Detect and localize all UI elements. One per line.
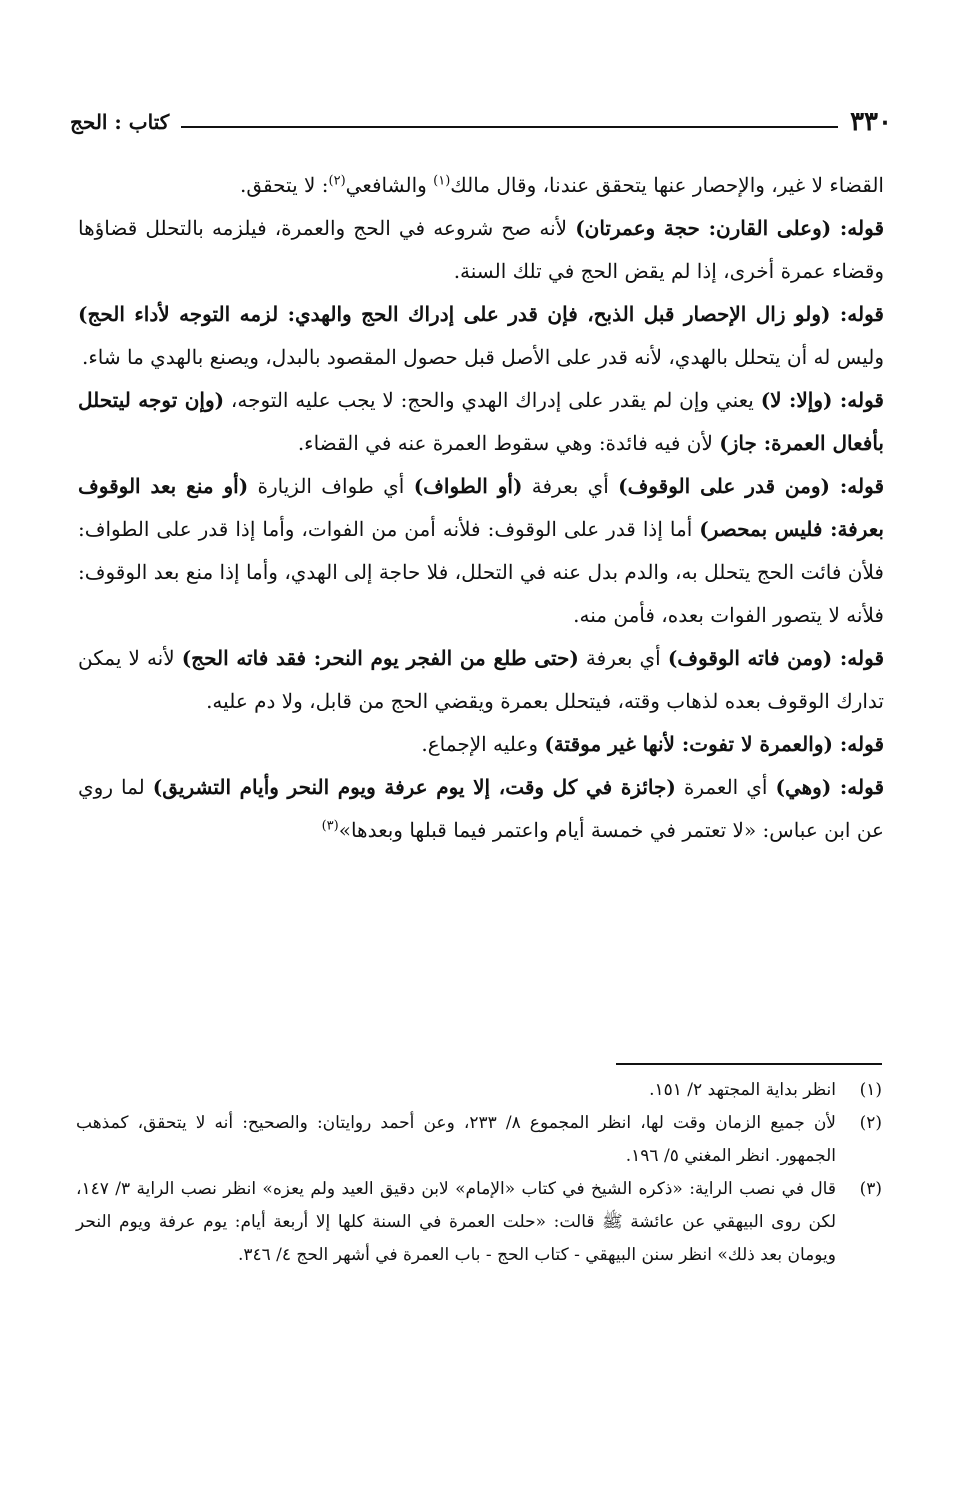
- footnote-number: (١): [859, 1080, 882, 1100]
- paragraph-text: أي العمرة: [675, 775, 776, 799]
- quoted-matn: (جائزة في كل وقت، إلا يوم عرفة ويوم النحر وأيام التشريق): [152, 775, 676, 799]
- paragraph: [78, 723, 884, 766]
- paragraph-text: أي بعرفة: [578, 646, 668, 670]
- paragraph-text: أي طواف الزيارة: [248, 474, 414, 498]
- quoted-matn: (حتى طلع من الفجر يوم النحر: فقد فاته الحج): [181, 646, 579, 670]
- paragraph-text: وعليه الإجماع.: [421, 732, 545, 756]
- quoted-matn: قوله: (وإلا: لا): [760, 388, 884, 412]
- paragraph-text: : لا يتحقق.: [239, 173, 329, 197]
- paragraph-text: لأنه صح شروعه في الحج والعمرة، فيلزمه بالتحلل قضاؤها وقضاء عمرة أخرى، إذا لم يقض الحج في تلك السنة.: [78, 216, 884, 283]
- running-title: كتاب : الحج: [70, 110, 170, 134]
- footnote-number: (٢): [859, 1113, 882, 1133]
- page-number: ٣٣٠: [850, 107, 892, 137]
- quoted-matn: قوله: (ومن فاته الوقوف): [667, 646, 885, 670]
- quoted-matn: قوله: (وهي): [775, 775, 885, 799]
- footnote: [76, 1074, 882, 1107]
- header-rule: [181, 126, 838, 128]
- footnote: [76, 1173, 882, 1272]
- quoted-matn: قوله: (ومن قدر على الوقوف): [618, 474, 885, 498]
- paragraph: [78, 293, 884, 379]
- quoted-matn: (أو منع بعد الوقوف بعرفة: فليس بمحصر): [78, 474, 884, 541]
- paragraph-text: أي بعرفة: [522, 474, 619, 498]
- paragraph: [78, 379, 884, 465]
- footnote-text: قال في نصب الراية: «ذكره الشيخ في كتاب «الإمام» لابن دقيق العيد ولم يعزه» انظر نصب الراية ٣/ ١٤٧، لكن روى البيهقي عن عائشة ﷺ قالت: «حلت العمرة في السنة كلها إلا أربعة أيام: يوم عرفة ويوم النحر ويومان بعد ذلك» انظر سنن البيهقي - كتاب الحج - باب العمرة في أشهر الحج ٤/ ٣٤٦.: [76, 1179, 836, 1265]
- footnote: [76, 1107, 882, 1173]
- paragraph: [78, 207, 884, 293]
- paragraph-text: لما روي عن ابن عباس: «لا تعتمر في خمسة أيام واعتمر فيما قبلها وبعدها»: [78, 775, 884, 842]
- page-header: [70, 104, 892, 140]
- footnote-number: (٣): [859, 1179, 882, 1199]
- footnote-ref: (١): [433, 173, 451, 189]
- paragraph-text: والشافعي: [345, 173, 434, 197]
- footnote-ref: (٣): [321, 818, 339, 834]
- footnotes: [76, 1074, 882, 1272]
- paragraph: [78, 637, 884, 723]
- paragraph-text: لأن فيه فائدة: وهي سقوط العمرة عنه في القضاء.: [297, 431, 720, 455]
- paragraph: [78, 164, 884, 207]
- footnote-ref: (٢): [328, 173, 346, 189]
- footnote-text: انظر بداية المجتهد ٢/ ١٥١.: [649, 1080, 836, 1100]
- quoted-matn: قوله: (ولو زال الإحصار قبل الذبح، فإن قدر على إدراك الحج والهدي: لزمه التوجه لأداء الحج): [78, 302, 884, 326]
- footnote-text: لأن جميع الزمان وقت لها، انظر المجموع ٨/ ٢٣٣، وعن أحمد روايتان: والصحيح: أنه لا يتحقق، كمذهب الجمهور. انظر المغني ٥/ ١٩٦.: [76, 1113, 836, 1166]
- paragraph-text: القضاء لا غير، والإحصار عنها يتحقق عندنا، وقال مالك: [450, 173, 884, 197]
- footnote-separator: [616, 1063, 882, 1065]
- quoted-matn: قوله: (والعمرة لا تفوت: لأنها غير موقتة): [544, 732, 884, 756]
- main-text: [78, 164, 884, 852]
- quoted-matn: قوله: (وعلى القارن: حجة وعمرتان): [575, 216, 885, 240]
- paragraph-text: أما إذا قدر على الوقوف: فلأنه أمن من الفوات، وأما إذا قدر على الطواف: فلأن فائت الحج يتحلل به، والدم بدل عنه في التحلل، فلا حاجة إلى الهدي، وأما إذا منع بعد الوقوف: فلأنه لا يتصور الفوات بعده، فأمن منه.: [78, 517, 884, 627]
- paragraph-text: لأنه لا يمكن تدارك الوقوف بعده لذهاب وقته، فيتحلل بعمرة ويقضي الحج من قابل، ولا دم عليه.: [78, 646, 884, 713]
- quoted-matn: (أو الطواف): [413, 474, 523, 498]
- paragraph-text: وليس له أن يتحلل بالهدي، لأنه قدر على الأصل قبل حصول المقصود بالبدل، ويصنع بالهدي ما شاء.: [82, 345, 884, 369]
- paragraph-text: يعني وإن لم يقدر على إدراك الهدي والحج: لا يجب عليه التوجه،: [224, 388, 761, 412]
- paragraph: [78, 465, 884, 637]
- paragraph: [78, 766, 884, 852]
- quoted-matn: (وإن توجه ليتحلل بأفعال العمرة: جاز): [78, 388, 884, 455]
